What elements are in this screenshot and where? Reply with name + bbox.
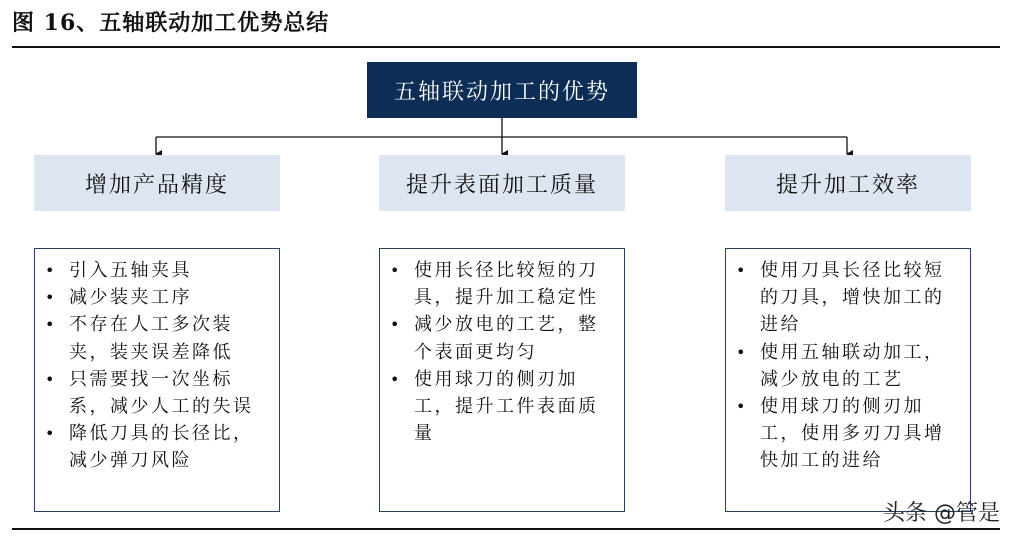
list-item: • 不存在人工多次装夹，装夹误差降低 [45, 311, 271, 365]
list-item: • 使用球刀的侧刃加工，使用多刃刀具增快加工的进给 [736, 393, 962, 475]
watermark: 头条 @管是 [883, 501, 1000, 526]
precision-list [34, 248, 280, 512]
bottom-rule [12, 528, 1000, 530]
figure-title: 图 16、五轴联动加工优势总结 [12, 10, 330, 36]
list-item: • 降低刀具的长径比，减少弹刀风险 [45, 420, 271, 474]
list-item: • 减少装夹工序 [45, 284, 271, 311]
category-surface-quality: 提升表面加工质量 [379, 155, 625, 211]
category-precision: 增加产品精度 [34, 155, 280, 211]
category-efficiency: 提升加工效率 [725, 155, 971, 211]
list-item: • 只需要找一次坐标系，减少人工的失误 [45, 366, 271, 420]
list-item: • 使用五轴联动加工，减少放电的工艺 [736, 339, 962, 393]
list-item: • 减少放电的工艺，整个表面更均匀 [390, 311, 616, 365]
surface-quality-list [379, 248, 625, 512]
list-item: • 使用球刀的侧刃加工，提升工件表面质量 [390, 366, 616, 448]
efficiency-list [725, 248, 971, 512]
list-item: • 引入五轴夹具 [45, 257, 271, 284]
list-item: • 使用长径比较短的刀具，提升加工稳定性 [390, 257, 616, 311]
list-item: • 使用刀具长径比较短的刀具，增快加工的进给 [736, 257, 962, 339]
root-node: 五轴联动加工的优势 [367, 62, 637, 118]
